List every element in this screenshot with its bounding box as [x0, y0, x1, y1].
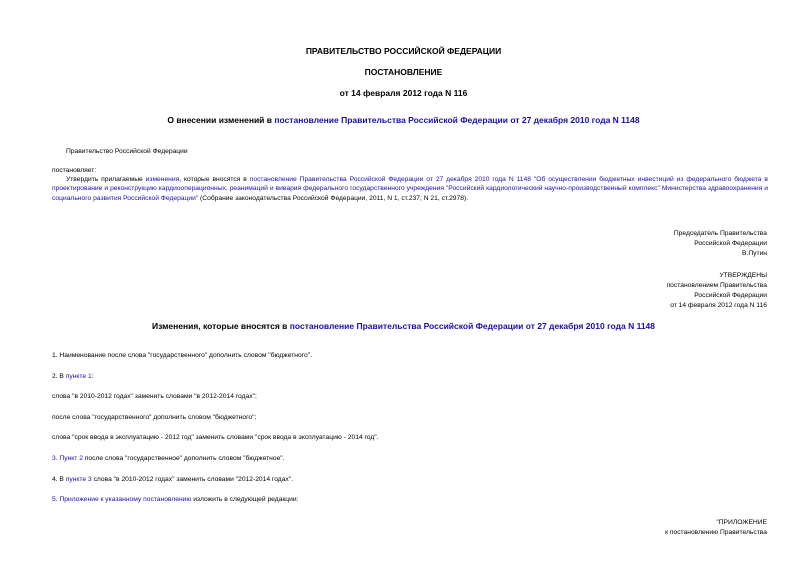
item-2b: после слова "государственного" дополнить словом "бюджетного"; [52, 414, 257, 421]
signature-name: В.Путин [742, 250, 767, 257]
doc-date: от 14 февраля 2012 года N 116 [339, 88, 468, 98]
item-4-prefix: 4. В [52, 476, 66, 483]
item-5-rest: изложить в следующей редакции: [191, 496, 299, 503]
item-2c: слова "срок ввода в эксплуатацию - 2012 год" заменить словами "срок ввода в эксплуатацию - 2014 год". [52, 434, 379, 441]
signature-country: Российской Федерации [694, 240, 767, 247]
item-3 [52, 455, 285, 463]
title-prefix: О внесении изменений в [167, 115, 275, 125]
changes-title-link[interactable]: постановление Правительства Российской Федерации от 27 декабря 2010 года N 1148 [289, 321, 656, 331]
decrees-label: постановляет: [52, 167, 97, 174]
org-header: ПРАВИТЕЛЬСТВО РОССИЙСКОЙ ФЕДЕРАЦИИ [305, 46, 502, 56]
item-1: 1. Наименование после слова "государственного" дополнить словом "бюджетного". [52, 352, 312, 359]
changes-title-prefix: Изменения, которые вносятся в [151, 321, 290, 331]
p1-end: (Собрание законодательства Российской Федерации, 2011, N 1, ст.237; N 21, ст.2978). [198, 194, 469, 202]
item-2 [52, 373, 94, 381]
changes-title [0, 321, 807, 331]
p1-text: Утвердить прилагаемые [66, 176, 146, 183]
appendix-title: "ПРИЛОЖЕНИЕ [716, 519, 767, 526]
item-2-prefix: 2. В [52, 373, 66, 380]
resolution-paragraph [52, 175, 768, 203]
appendix-subtitle: к постановлению Правительства [665, 529, 767, 536]
changes-link[interactable]: изменения [145, 176, 180, 183]
item-4-rest: слова "в 2010-2012 годах" заменить словами "2012-2014 годах". [91, 476, 293, 483]
item-2-suffix: : [91, 373, 94, 380]
item-3-link[interactable]: Пункт 2 [59, 455, 83, 462]
item-3-rest: после слова "государственное" дополнить словом "бюджетное". [82, 455, 285, 462]
approval-line2: постановлением Правительства [666, 282, 767, 289]
government-label: Правительство Российской Федерации [66, 148, 188, 155]
item-4-link[interactable]: пункте 3 [65, 476, 92, 483]
signature-title: Председатель Правительства [673, 230, 767, 237]
doc-type: ПОСТАНОВЛЕНИЕ [364, 67, 443, 77]
item-5-num: 5. [52, 496, 60, 503]
title-link[interactable]: постановление Правительства Российской Федерации от 27 декабря 2010 года N 1148 [274, 115, 640, 125]
item-5 [52, 496, 298, 504]
item-4 [52, 476, 293, 484]
item-2-link[interactable]: пункте 1 [65, 373, 92, 380]
item-3-num: 3. [52, 455, 60, 462]
item-5-link[interactable]: Приложение к указанному постановлению [59, 496, 192, 503]
page-title [0, 115, 807, 125]
approval-line1: УТВЕРЖДЕНЫ [719, 272, 767, 279]
item-2a: слова "в 2010-2012 годах" заменить словами "в 2012-2014 годах"; [52, 393, 257, 400]
approval-line3: Российской Федерации [694, 292, 767, 299]
approval-line4: от 14 февраля 2012 года N 116 [670, 302, 767, 309]
p1-mid: , которые вносятся в [179, 176, 250, 183]
decree-1148-link[interactable]: постановление Правительства Российской Федерации от 27 декабря 2010 года N 1148 "Об осуществлении бюджетных инвестиций из федерального бюджета в проектирование и реконструкцию кардиооперационных, реанимаций и вивария федерального государственного учреждения "Российский кардиологический научно-производственный комплекс" Министерства здравоохранения и социального развития Российской Федерации" [52, 176, 768, 202]
